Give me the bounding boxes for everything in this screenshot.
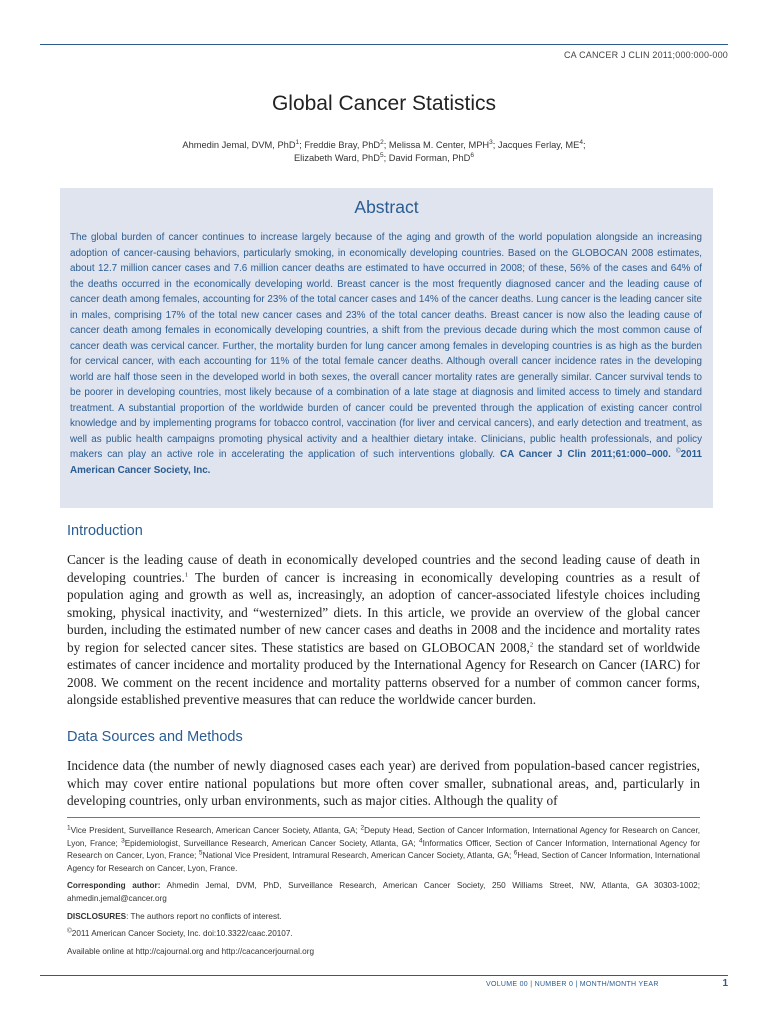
affiliation-marker: 2 xyxy=(360,824,365,832)
author-list xyxy=(60,139,708,165)
article-title: Global Cancer Statistics xyxy=(271,92,497,115)
affiliation-text: Informatics Officer, Section of Cancer Information, International Agency for Research on Cancer, Lyon, France; xyxy=(67,838,700,861)
abstract-body: The global burden of cancer continues to increase largely because of the aging and growth of the world population alongside an increasing adoption of cancer-causing behaviors, particularly smoking, in economically developing countries. Based on the GLOBOCAN 2008 estimates, about 12.7 million cancer cases and 7.6 million cancer deaths are estimated to have occurred in 2008; of these, 56% of the cases and 64% of the deaths occurred in the economically developing world. Breast cancer is the most frequently diagnosed cancer and the leading cause of cancer death among females, accounting for 23% of the total cancer cases and 14% of the cancer deaths. Lung cancer is the leading cancer site in males, comprising 17% of the total new cancer cases and 23% of the total cancer deaths. Breast cancer is now also the leading cause of cancer death among females in economically developing countries, a shift from the previous decade during which the most common cause of cancer death was cervical cancer. Further, the mortality burden for lung cancer among females in developing countries is as high as the burden for cervical cancer, with each accounting for 11% of the total female cancer deaths. Although overall cancer incidence rates in the developing world are half those seen in the developed world in both sexes, the overall cancer mortality rates are generally similar. Cancer survival tends to be poorer in developing countries, most likely because of a combination of a late stage at diagnosis and limited access to timely and standard treatment. A substantial proportion of the worldwide burden of cancer could be prevented through the application of existing cancer control knowledge and by implementing programs for tobacco control, vaccination (for liver and cervical cancers), and early detection and treatment, as well as public health campaigns promoting physical activity and a healthier dietary intake. Clinicians, public health professionals, and policy makers can play an active role in accelerating the application of such interventions globally. xyxy=(70,232,702,460)
methods-paragraph: Incidence data (the number of newly diagnosed cases each year) are derived from population-based cancer registries, which may cover entire national populations but more often cover smaller, subnational areas, and, particularly in developing countries, only urban environments, such as major cities. Although the quality of xyxy=(67,758,700,808)
copyright-symbol: © xyxy=(67,927,72,935)
disclosures-text: : The authors report no conflicts of interest. xyxy=(126,911,282,921)
header-rule xyxy=(40,44,728,45)
affiliation-marker: 3 xyxy=(489,138,493,146)
corresponding-author-note xyxy=(67,880,700,905)
abstract-box xyxy=(60,188,713,508)
affiliation-marker: 5 xyxy=(198,849,203,857)
abstract-text xyxy=(70,230,702,478)
abstract-copyright: 2011 American Cancer Society, Inc. xyxy=(70,449,702,476)
affiliation-marker: 3 xyxy=(121,836,125,844)
intro-text: The burden of cancer is increasing in economically developing countries as a result of population aging and growth as well as, increasingly, an adoption of cancer-associated lifestyle choices including smoking, physical inactivity, and “westernized” diets. In this article, we provide an overview of the global cancer burden, including the estimated number of new cancer cases and deaths in 2008 and the incidence and mortality rates by region for selected cancer sites. These statistics are based on GLOBOCAN 2008, xyxy=(67,569,700,655)
author-name: Ahmedin Jemal, DVM, PhD xyxy=(182,140,296,150)
corresponding-text: Ahmedin Jemal, DVM, PhD, Surveillance Research, American Cancer Society, 250 Williams Street, NW, Atlanta, GA 30303-1002; ahmedin.jemal@cancer.org xyxy=(67,881,700,903)
affiliation-marker: 1 xyxy=(67,824,71,832)
affiliation-text: Head, Section of Cancer Information, International Agency for Research on Cancer, Lyon, France. xyxy=(67,851,700,873)
reference-marker: 2 xyxy=(529,641,534,649)
page-number: 1 xyxy=(722,978,728,989)
corresponding-label: Corresponding author: xyxy=(67,881,161,891)
affiliation-marker: 4 xyxy=(418,836,423,844)
intro-text: Cancer is the leading cause of death in economically developed countries and the second leading cause of death in developing countries. xyxy=(67,552,700,585)
footer-rule xyxy=(40,975,728,976)
affiliation-marker: 6 xyxy=(470,151,474,159)
intro-text: the standard set of worldwide estimates of cancer incidence and mortality produced by the International Agency for Research on Cancer (IARC) for 2008. We comment on the recent incidence and mortality patterns observed for a number of common cancer forms, alongside established preventive measures that can reduce the worldwide cancer burden. xyxy=(67,639,701,707)
affiliations-footnote xyxy=(67,825,700,875)
reference-marker: 1 xyxy=(184,571,189,579)
affiliation-text: Epidemiologist, Surveillance Research, American Cancer Society, Atlanta, GA; xyxy=(124,838,419,848)
author-name: ; Jacques Ferlay, ME xyxy=(492,140,580,150)
author-separator: ; xyxy=(583,140,586,150)
disclosures-note xyxy=(67,911,700,924)
methods-heading: Data Sources and Methods xyxy=(67,729,243,745)
affiliation-marker: 5 xyxy=(379,151,384,159)
disclosures-label: DISCLOSURES xyxy=(67,911,127,921)
author-name: ; David Forman, PhD xyxy=(383,153,471,163)
footnotes xyxy=(67,825,700,963)
affiliation-marker: 6 xyxy=(513,849,518,857)
author-name: ; Freddie Bray, PhD xyxy=(299,140,381,150)
footnote-rule xyxy=(67,817,700,818)
affiliation-text: National Vice President, Intramural Research, American Cancer Society, Atlanta, GA; xyxy=(202,851,514,861)
abstract-heading: Abstract xyxy=(354,197,419,217)
author-name: ; Melissa M. Center, MPH xyxy=(383,140,490,150)
author-name: Elizabeth Ward, PhD xyxy=(293,153,380,163)
affiliation-text: Deputy Head, Section of Cancer Information, International Agency for Research on Cancer, Lyon, France; xyxy=(67,826,700,848)
affiliation-text: Vice President, Surveillance Research, American Cancer Society, Atlanta, GA; xyxy=(70,826,361,835)
copyright-symbol: © xyxy=(675,447,681,455)
affiliation-marker: 4 xyxy=(579,138,584,146)
issue-folio: VOLUME 00 | NUMBER 0 | MONTH/MONTH YEAR xyxy=(486,981,659,988)
abstract-citation: CA Cancer J Clin 2011;61:000–000. xyxy=(499,449,671,460)
copyright-text: 2011 American Cancer Society, Inc. doi:10.3322/caac.20107. xyxy=(71,929,293,939)
affiliation-marker: 2 xyxy=(380,138,384,146)
affiliation-marker: 1 xyxy=(295,138,300,146)
introduction-paragraph xyxy=(67,551,700,709)
availability-note: Available online at http://cajournal.org and http://cacancerjournal.org xyxy=(67,946,314,956)
introduction-heading: Introduction xyxy=(67,523,143,539)
journal-citation-header: CA CANCER J CLIN 2011;000:000-000 xyxy=(563,50,728,60)
copyright-note xyxy=(67,928,700,941)
